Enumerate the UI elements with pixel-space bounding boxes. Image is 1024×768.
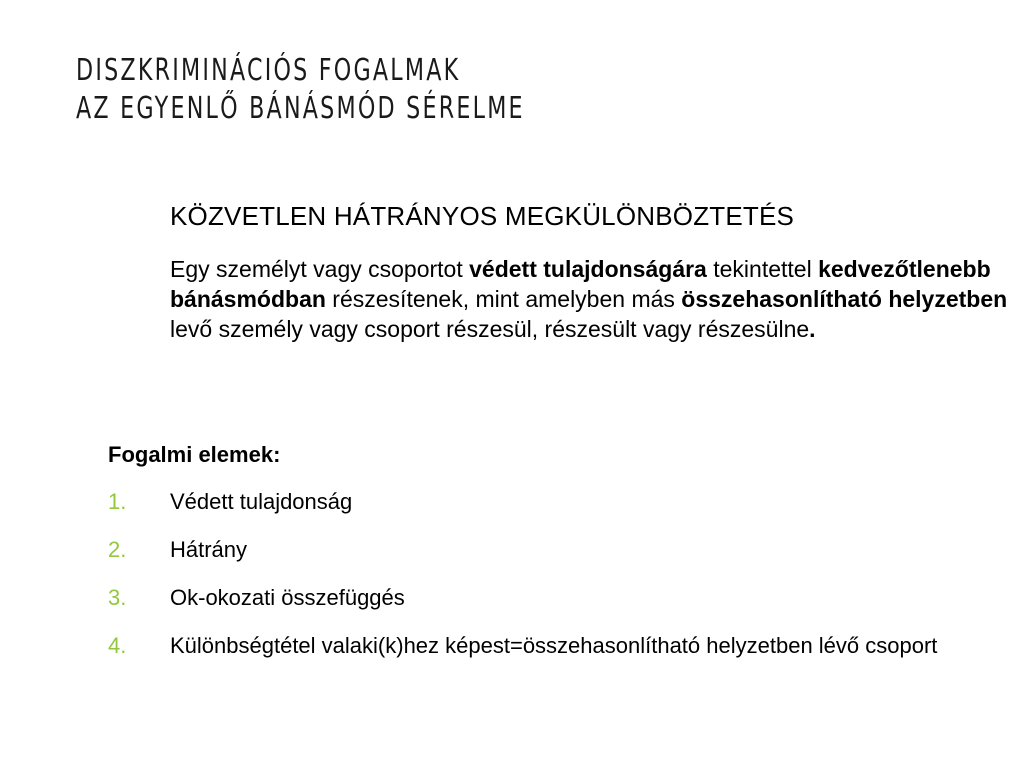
list-item: [108, 489, 1013, 515]
list-item-number: 1.: [108, 489, 127, 514]
list-item-text: Ok-okozati összefüggés: [170, 585, 405, 610]
definition-block: [170, 200, 1020, 344]
definition-text-part: tekintettel: [706, 256, 819, 282]
elements-heading: Fogalmi elemek:: [108, 442, 281, 467]
concept-elements: [108, 441, 1013, 681]
definition-text-bold: összehasonlítható helyzetben: [681, 286, 1008, 312]
slide-title: [76, 52, 525, 128]
definition-text: [170, 254, 1020, 344]
list-item: [108, 585, 1013, 611]
definition-text-part: levő személy vagy csoport részesül, részesült vagy részesülne: [170, 316, 810, 342]
list-item-text: Különbségtétel valaki(k)hez képest=összehasonlítható helyzetben lévő csoport: [170, 633, 938, 658]
slide-title-line-2: AZ EGYENLŐ BÁNÁSMÓD SÉRELME: [76, 91, 525, 126]
list-item-text: Védett tulajdonság: [170, 489, 353, 514]
definition-text-part: részesítenek, mint amelyben más: [325, 286, 682, 312]
elements-list: [108, 489, 1013, 659]
list-item: [108, 537, 1013, 563]
slide-title-line-1: DISZKRIMINÁCIÓS FOGALMAK: [76, 53, 461, 88]
definition-text-bold: .: [809, 316, 816, 342]
list-item-text: Hátrány: [170, 537, 248, 562]
definition-text-part: Egy személyt vagy csoportot: [170, 256, 470, 282]
list-item-number: 3.: [108, 585, 127, 610]
list-item: [108, 633, 1013, 659]
definition-heading: KÖZVETLEN HÁTRÁNYOS MEGKÜLÖNBÖZTETÉS: [170, 201, 795, 231]
definition-text-bold: védett tulajdonságára: [469, 256, 707, 282]
definition-text-bold: kedvezőtlenebb bánásmódban: [170, 256, 991, 312]
list-item-number: 4.: [108, 633, 127, 658]
list-item-number: 2.: [108, 537, 127, 562]
